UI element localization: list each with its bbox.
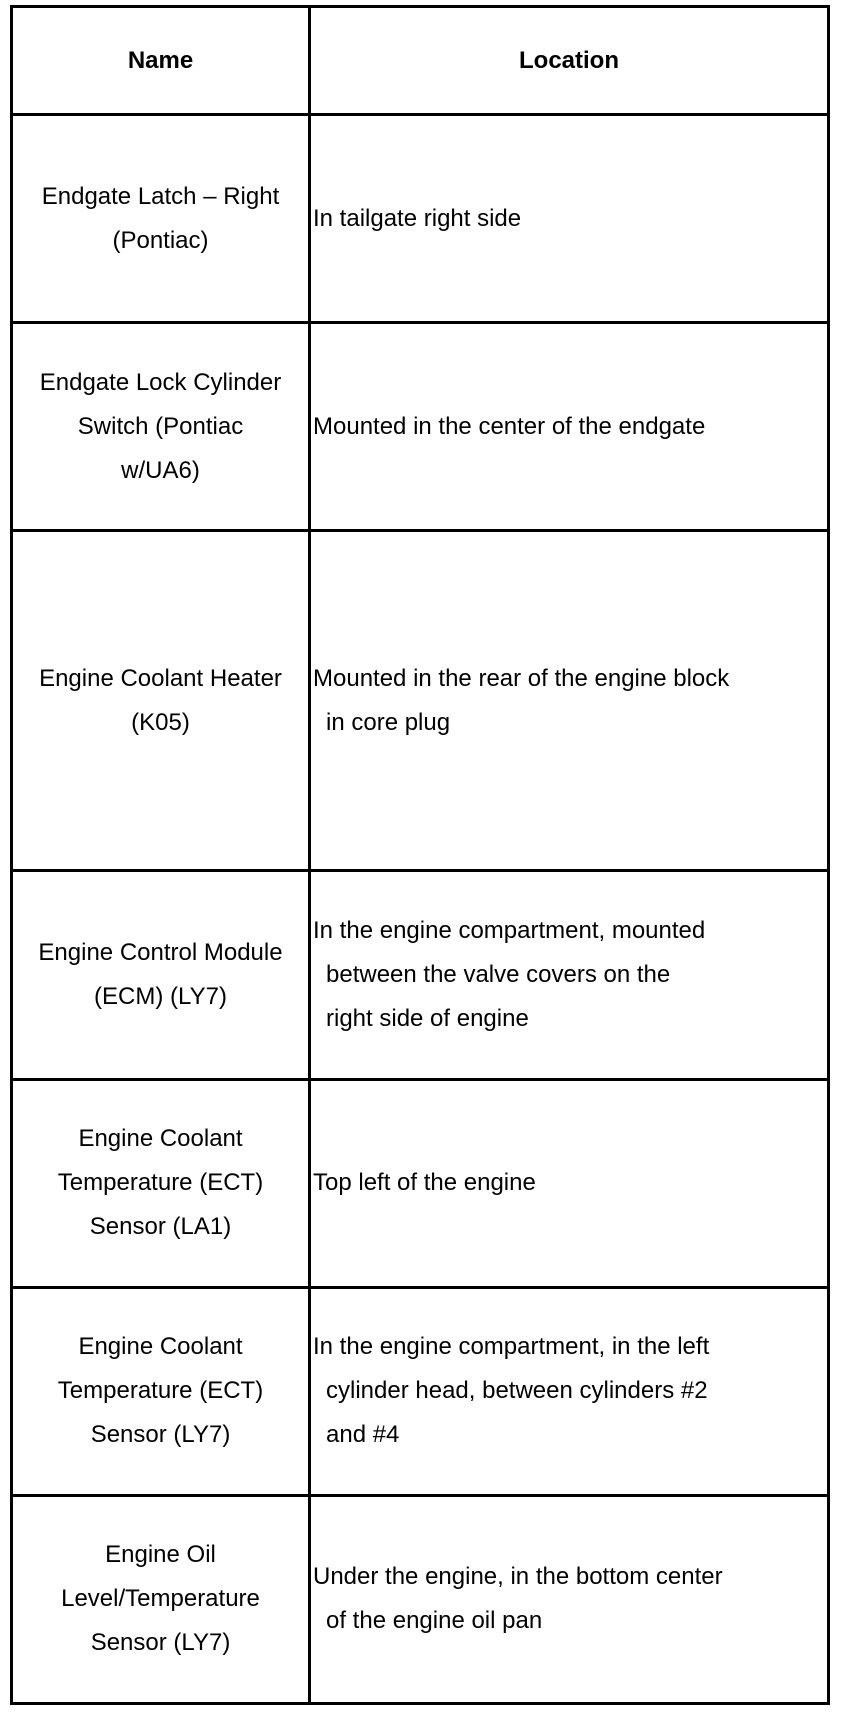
component-location: Top left of the engine [310, 1079, 829, 1287]
component-location: Mounted in the rear of the engine block in core plug [310, 531, 829, 871]
table-row [12, 115, 829, 323]
component-name: Engine Coolant Heater (K05) [12, 531, 310, 871]
component-location: Under the engine, in the bottom center of the engine oil pan [310, 1495, 829, 1703]
component-location: In the engine compartment, in the left cylinder head, between cylinders #2 and #4 [310, 1287, 829, 1495]
table-row [12, 1287, 829, 1495]
table-row [12, 1079, 829, 1287]
component-name: Endgate Latch – Right (Pontiac) [12, 115, 310, 323]
component-name: Engine Control Module (ECM) (LY7) [12, 871, 310, 1079]
header-location: Location [310, 7, 829, 115]
component-name: Engine Oil Level/Temperature Sensor (LY7) [12, 1495, 310, 1703]
table-row [12, 531, 829, 871]
component-location: Mounted in the center of the endgate [310, 323, 829, 531]
component-location: In the engine compartment, mounted between the valve covers on the right side of engine [310, 871, 829, 1079]
header-name: Name [12, 7, 310, 115]
component-name: Endgate Lock Cylinder Switch (Pontiac w/UA6) [12, 323, 310, 531]
component-location: In tailgate right side [310, 115, 829, 323]
table-row [12, 1495, 829, 1703]
component-name: Engine Coolant Temperature (ECT) Sensor (LA1) [12, 1079, 310, 1287]
table-row [12, 871, 829, 1079]
component-location-table [10, 5, 830, 1705]
table-header-row [12, 7, 829, 115]
component-name: Engine Coolant Temperature (ECT) Sensor (LY7) [12, 1287, 310, 1495]
table-row [12, 323, 829, 531]
